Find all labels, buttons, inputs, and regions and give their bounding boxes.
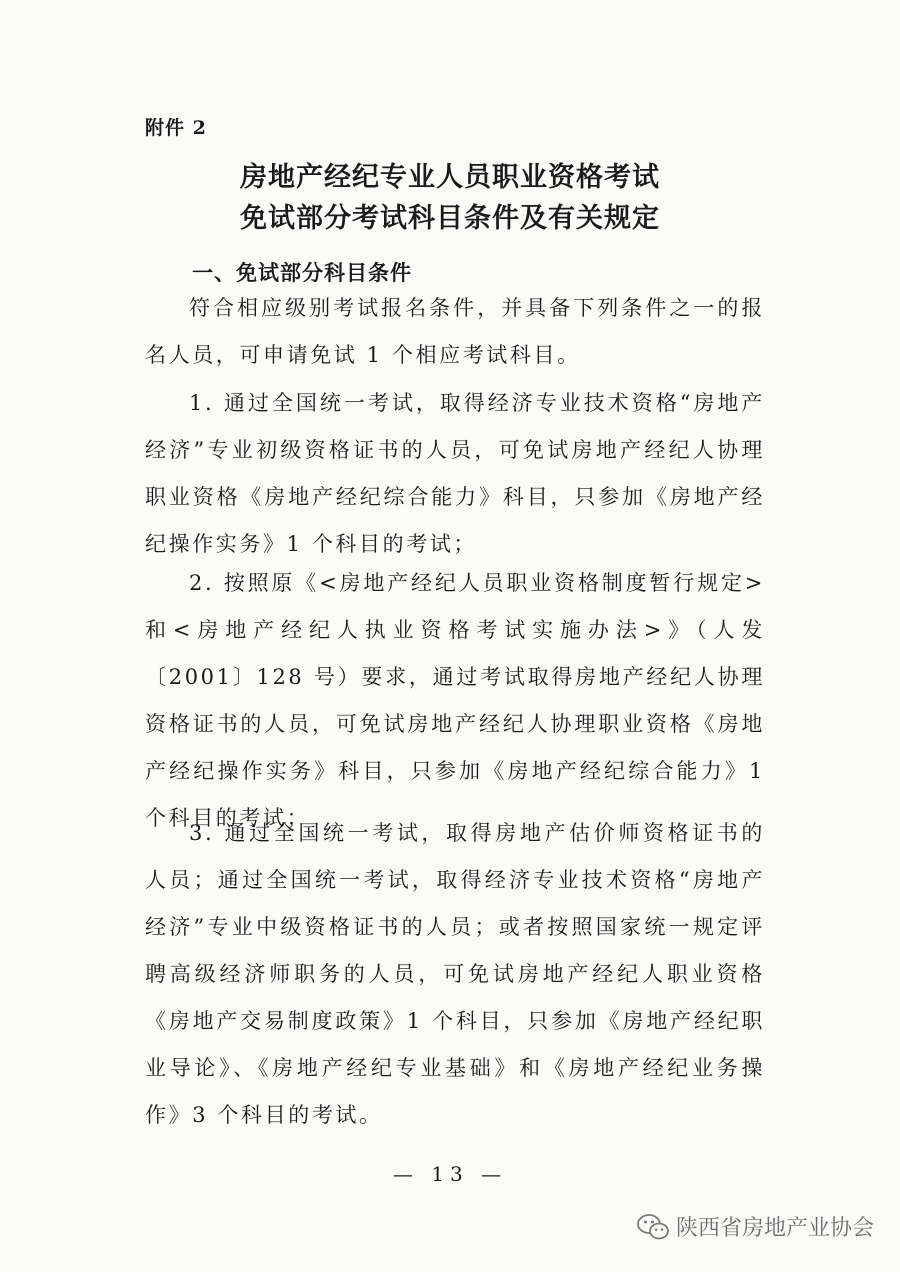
document-title-line1: 房地产经纪专业人员职业资格考试	[240, 162, 660, 193]
page-number: — 13 —	[392, 1162, 508, 1186]
watermark-text: 陕西省房地产业协会	[675, 1216, 874, 1241]
section-heading: 一、免试部分科目条件	[192, 260, 412, 285]
wechat-icon	[636, 1213, 670, 1241]
intro-paragraph: 符合相应级别考试报名条件，并具备下列条件之一的报名人员，可申请免试 1 个相应考试科目。	[145, 296, 765, 367]
condition-paragraph-2: 2. 按照原《<房地产经纪人员职业资格制度暂行规定>和<房地产经纪人执业资格考试实施办法>》（人发〔2001〕128 号）要求，通过考试取得房地产经纪人协理资格证书的人员，可免试房地产经纪人协理职业资格《房地产经纪操作实务》科目，只参加《房地产经纪综合能力》1 个科目的考试；	[145, 571, 765, 830]
condition-paragraph-1: 1. 通过全国统一考试，取得经济专业技术资格“房地产经济”专业初级资格证书的人员，可免试房地产经纪人协理职业资格《房地产经纪综合能力》科目，只参加《房地产经纪操作实务》1 个科目的考试；	[145, 391, 765, 556]
condition-paragraph-3: 3. 通过全国统一考试，取得房地产估价师资格证书的人员；通过全国统一考试，取得经济专业技术资格“房地产经济”专业中级资格证书的人员；或者按照国家统一规定评聘高级经济师职务的人员，可免试房地产经纪人职业资格《房地产交易制度政策》1 个科目，只参加《房地产经纪职业导论》、《房地产经纪专业基础》和《房地产经纪业务操作》3 个科目的考试。	[145, 821, 765, 1127]
document-title-line2: 免试部分考试科目条件及有关规定	[240, 203, 660, 234]
attachment-label: 附件 2	[145, 117, 207, 139]
account-watermark	[636, 1211, 874, 1242]
